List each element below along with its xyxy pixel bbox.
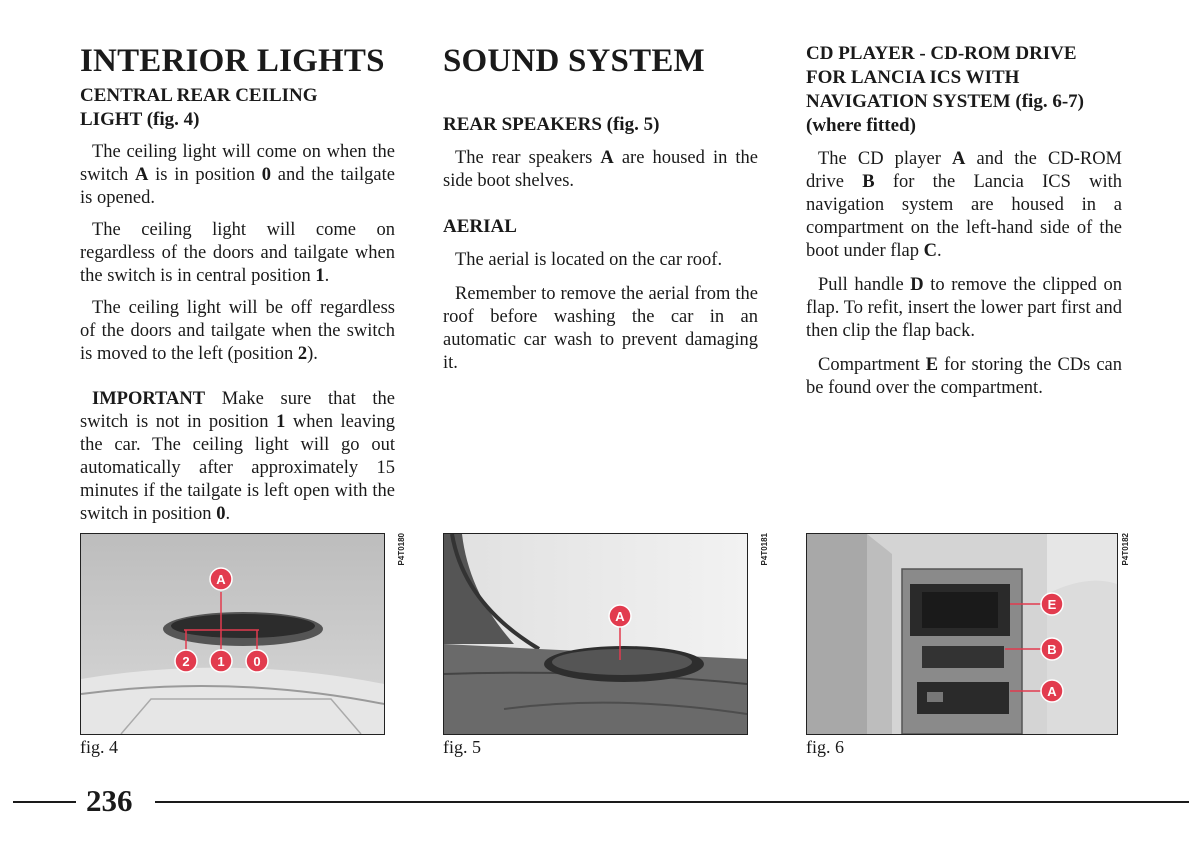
figure-6-cd-compartment	[806, 533, 1118, 735]
paragraph: The ceiling light will be off regardless of the doors and tailgate when the switch is moved to the left (position 2).	[80, 298, 395, 364]
svg-text:2: 2	[182, 654, 190, 669]
callout-1	[210, 650, 232, 672]
paragraph: Pull handle D to remove the clipped on flap. To refit, insert the lower part first and then clip the flap back.	[806, 275, 1122, 341]
footer-rule-left	[13, 801, 76, 803]
paragraph: Remember to remove the aerial from the roof before washing the car in an automatic car wash to prevent damaging it.	[443, 284, 758, 373]
svg-text:A: A	[1047, 684, 1057, 699]
callout-B	[1041, 638, 1063, 660]
callout-A	[210, 568, 232, 590]
subheading-aerial: AERIAL	[443, 216, 517, 237]
svg-text:1: 1	[217, 654, 225, 669]
svg-text:A: A	[615, 609, 625, 624]
page-number: 236	[86, 783, 133, 818]
paragraph: The CD player A and the CD-ROM drive B for the Lancia ICS with navigation system are housed in a compartment on the left-hand side of the boot under flap C.	[806, 149, 1123, 261]
column-sound-system	[443, 42, 758, 375]
footer-rule-right	[155, 801, 1189, 803]
subheading-cd-line1: CD PLAYER - CD-ROM DRIVE	[806, 43, 1077, 64]
callout-A	[1041, 680, 1063, 702]
figure-caption: fig. 6	[806, 737, 844, 757]
callout-E	[1041, 593, 1063, 615]
column-cd-player	[806, 42, 1122, 400]
paragraph: Compartment E for storing the CDs can be found over the compartment.	[806, 355, 1122, 398]
heading-sound-system: SOUND SYSTEM	[443, 43, 705, 79]
figure-caption: fig. 4	[80, 737, 118, 757]
callout-2	[175, 650, 197, 672]
subheading-cd-line3: NAVIGATION SYSTEM (fig. 6-7)	[806, 91, 1084, 112]
subheading-rear-speakers: REAR SPEAKERS (fig. 5)	[443, 114, 660, 135]
callout-0	[246, 650, 268, 672]
figure-caption: fig. 5	[443, 737, 481, 757]
svg-text:E: E	[1047, 597, 1057, 612]
figure-4-ceiling-light	[80, 533, 385, 735]
subheading-cd-line4: (where fitted)	[806, 115, 916, 136]
paragraph: The ceiling light will come on regardless of the doors and tailgate when the switch is in central position 1.	[80, 220, 395, 286]
heading-interior-lights: INTERIOR LIGHTS	[80, 43, 385, 79]
paragraph: The rear speakers A are housed in the side boot shelves.	[443, 148, 758, 191]
callout-A	[609, 605, 631, 627]
svg-text:0: 0	[253, 654, 261, 669]
svg-text:B: B	[1047, 642, 1057, 657]
figure-code: P4T0182	[1121, 533, 1130, 566]
svg-text:A: A	[216, 572, 226, 587]
figure-code: P4T0181	[760, 533, 769, 566]
figure-5-rear-speaker	[443, 533, 748, 735]
subheading-ceiling-light-line2: LIGHT (fig. 4)	[80, 109, 200, 130]
subheading-cd-line2: FOR LANCIA ICS WITH	[806, 67, 1020, 88]
column-interior-lights	[80, 42, 395, 526]
subheading-ceiling-light-line1: CENTRAL REAR CEILING	[80, 85, 318, 106]
paragraph: The aerial is located on the car roof.	[455, 250, 723, 270]
important-note: IMPORTANT Make sure that the switch is not in position 1 when leaving the car. The ceiling light will go out automatically after approximately 15 minutes if the tailgate is left open with the switch in position 0.	[80, 389, 395, 524]
figure-code: P4T0180	[397, 533, 406, 566]
paragraph: The ceiling light will come on when the switch A is in position 0 and the tailgate is opened.	[80, 142, 395, 208]
